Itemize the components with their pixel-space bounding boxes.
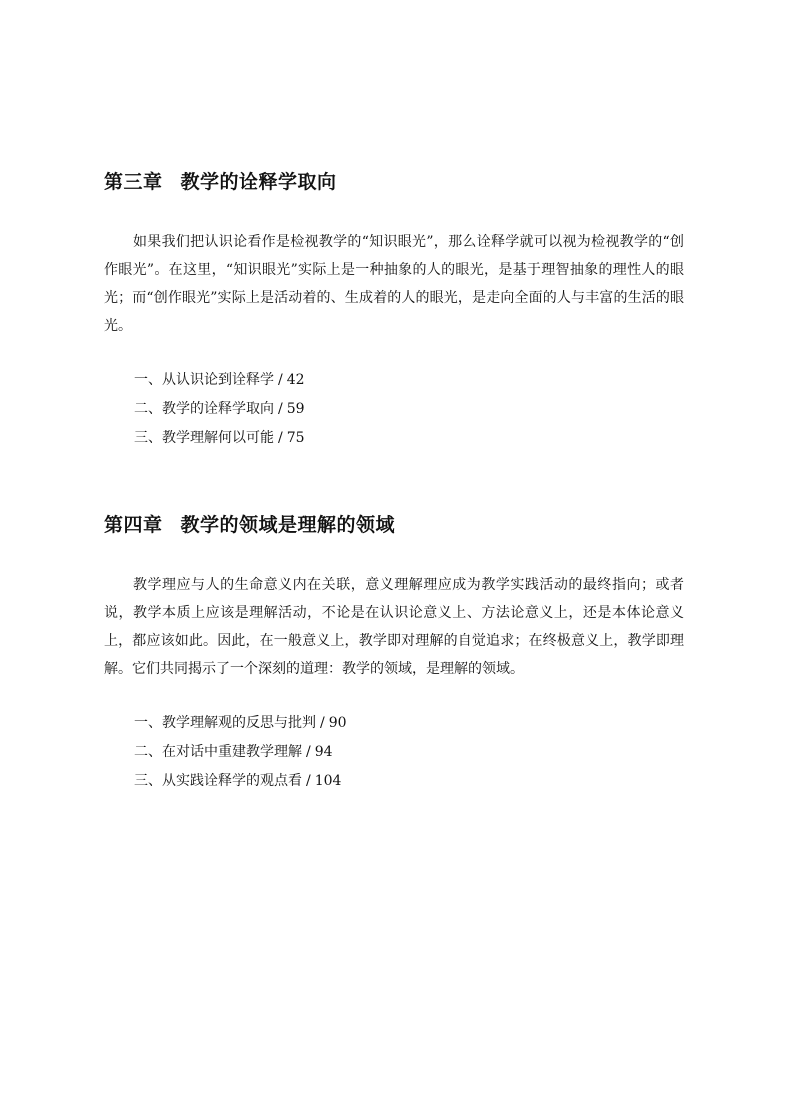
chapter-number: 第三章 xyxy=(104,171,163,193)
section-label: 二、在对话中重建教学理解 xyxy=(134,744,302,760)
page-separator: / xyxy=(278,372,283,388)
chapter-summary: 如果我们把认识论看作是检视教学的“知识眼光”，那么诠释学就可以视为检视教学的“创作眼光”。在这里，“知识眼光”实际上是一种抽象的人的眼光，是基于理智抽象的理性人的眼光；而“创作眼光”实际上是活动着的、生成着的人的眼光，是走向全面的人与丰富的生活的眼光。 xyxy=(104,234,684,334)
section-entry xyxy=(134,424,684,453)
section-page-number: 104 xyxy=(314,773,342,789)
section-label: 二、教学的诠释学取向 xyxy=(134,401,274,417)
section-label: 三、从实践诠释学的观点看 xyxy=(134,773,302,789)
section-label: 三、教学理解何以可能 xyxy=(134,430,274,446)
page-separator: / xyxy=(306,744,311,760)
chapter-title: 教学的诠释学取向 xyxy=(180,171,337,193)
section-list xyxy=(104,709,684,796)
section-entry xyxy=(134,366,684,395)
chapter-heading xyxy=(104,511,684,539)
section-entry xyxy=(134,395,684,424)
section-page-number: 90 xyxy=(328,715,347,731)
section-entry xyxy=(134,767,684,796)
section-page-number: 59 xyxy=(286,401,305,417)
chapter-summary: 教学理应与人的生命意义内在关联，意义理解理应成为教学实践活动的最终指向；或者说，教学本质上应该是理解活动，不论是在认识论意义上、方法论意义上，还是本体论意义上，都应该如此。因此，在一般意义上，教学即对理解的自觉追求；在终极意义上，教学即理解。它们共同揭示了一个深刻的道理：教学的领域，是理解的领域。 xyxy=(104,577,684,677)
chapter-title: 教学的领域是理解的领域 xyxy=(180,514,396,536)
section-page-number: 75 xyxy=(286,430,305,446)
page-separator: / xyxy=(278,401,283,417)
page-separator: / xyxy=(278,430,283,446)
section-list xyxy=(104,366,684,453)
section-page-number: 94 xyxy=(314,744,333,760)
section-entry xyxy=(134,738,684,767)
chapter-three xyxy=(104,168,684,453)
chapter-four xyxy=(104,511,684,796)
section-label: 一、从认识论到诠释学 xyxy=(134,372,274,388)
section-entry xyxy=(134,709,684,738)
section-page-number: 42 xyxy=(286,372,305,388)
section-label: 一、教学理解观的反思与批判 xyxy=(134,715,316,731)
chapter-number: 第四章 xyxy=(104,514,163,536)
page-separator: / xyxy=(320,715,325,731)
chapter-heading xyxy=(104,168,684,196)
page-separator: / xyxy=(306,773,311,789)
